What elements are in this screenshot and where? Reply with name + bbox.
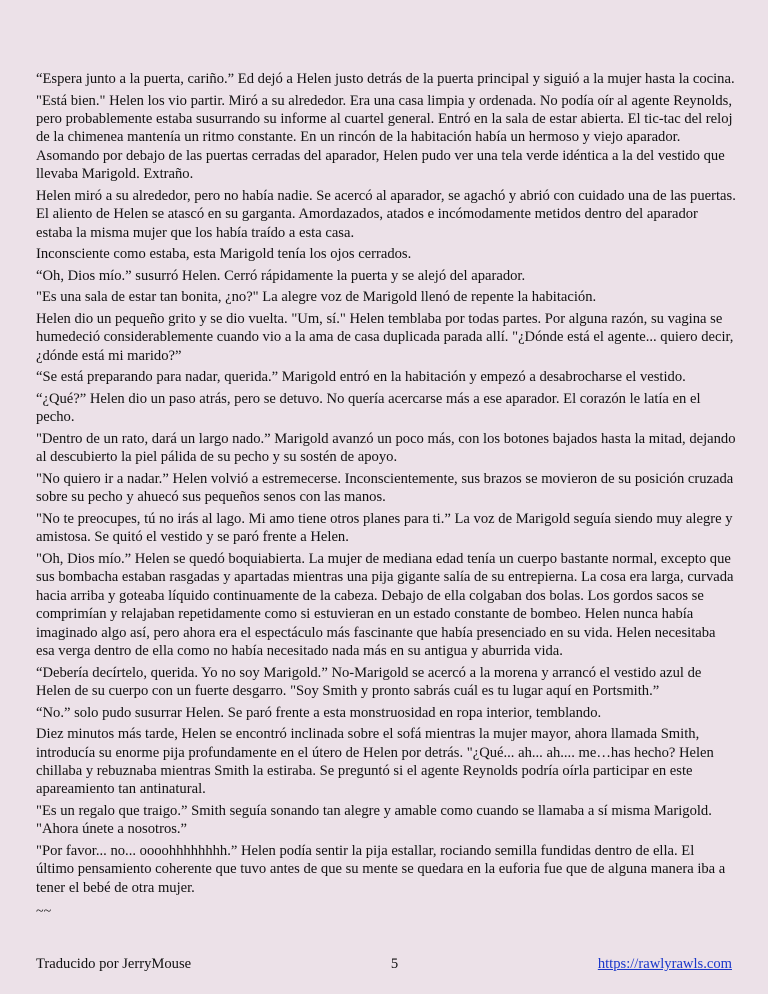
paragraph: "Es un regalo que traigo.” Smith seguía sonando tan alegre y amable como cuando se llamaba a sí misma Marigold. "Ahora únete a nosotros.”	[36, 803, 712, 838]
website-link[interactable]: https://rawlyrawls.com	[597, 956, 732, 972]
paragraph: “Debería decírtelo, querida. Yo no soy Marigold.” No-Marigold se acercó a la morena y arrancó el vestido azul de Helen de su cuerpo con un fuerte desgarro. "Soy Smith y pronto sabrás cuál es tu lugar aquí en Portsmith.”	[36, 664, 702, 700]
paragraph: "Oh, Dios mío.” Helen se quedó boquiabierta. La mujer de mediana edad tenía un cuerpo bastante normal, excepto que sus bombacha estaban rasgadas y apartadas mientras una pija gigante salía de su entrepierna. La cosa era larga, curvada hacia arriba y goteaba líquido continuamente de la cabeza. Debajo de ella colgaban dos bolas. Los gordos sacos se comprimían y relajaban repetidamente como si estuvieran en un estado constante de bombeo. Helen nunca había imaginado algo así, pero ahora era el espectáculo más fascinante que había presenciado en su vida. Helen necesitaba esa verga dentro de ella como no había necesitado nada más en su antigua y aburrida vida.	[36, 551, 734, 660]
paragraph: “¿Qué?” Helen dio un paso atrás, pero se detuvo. No quería acercarse más a ese aparador. El corazón le latía en el pecho.	[36, 391, 701, 426]
body-text	[36, 70, 736, 900]
paragraph: Helen miró a su alrededor, pero no había nadie. Se acercó al aparador, se agachó y abrió con cuidado una de las puertas. El aliento de Helen se atascó en su garganta. Amordazados, atados e incómodamente metidos dentro del aparador estaba la misma mujer que los había traído a esta casa.	[36, 187, 736, 241]
paragraph: “Se está preparando para nadar, querida.” Marigold entró en la habitación y empezó a desabrocharse el vestido.	[36, 369, 686, 386]
paragraph: "No te preocupes, tú no irás al lago. Mi amo tiene otros planes para ti.” La voz de Marigold seguía siendo muy alegre y amistosa. Se quitó el vestido y se paró frente a Helen.	[36, 511, 733, 546]
section-separator: ~~	[36, 904, 52, 919]
paragraph: Diez minutos más tarde, Helen se encontró inclinada sobre el sofá mientras la mujer mayor, ahora llamada Smith, introducía su enorme pija profundamente en el útero de Helen por detrás. "¿Qué... ah... ah.... me…has hecho? Helen chillaba y rebuznaba mientras Smith la estiraba. Se preguntó si el agente Reynolds podría oírla participar en este apareamiento tan antinatural.	[36, 726, 714, 798]
paragraph: "Dentro de un rato, dará un largo nado.” Marigold avanzó un poco más, con los botones bajados hasta la mitad, dejando al descubierto la piel pálida de su pecho y su sostén de apoyo.	[36, 431, 736, 466]
paragraph: "No quiero ir a nadar.” Helen volvió a estremecerse. Inconscientemente, sus brazos se movieron de su posición cruzada sobre su pecho y ahuecó sus pequeños senos con las manos.	[36, 471, 734, 506]
translator-credit: Traducido por JerryMouse	[36, 956, 192, 972]
paragraph: "Es una sala de estar tan bonita, ¿no?" La alegre voz de Marigold llenó de repente la habitación.	[36, 289, 597, 306]
paragraph: Helen dio un pequeño grito y se dio vuelta. "Um, sí." Helen temblaba por todas partes. Por alguna razón, su vagina se humedeció considerablemente cuando vio a la ama de casa duplicada parada allí. "¿Dónde está el agente... quiero decir, ¿dónde está mi marido?”	[36, 311, 734, 364]
page-footer	[36, 956, 732, 973]
paragraph: “Espera junto a la puerta, cariño.” Ed dejó a Helen justo detrás de la puerta principal y siguió a la mujer hasta la cocina.	[36, 71, 735, 87]
paragraph: Inconsciente como estaba, esta Marigold tenía los ojos cerrados.	[36, 246, 412, 263]
paragraph: “Oh, Dios mío.” susurró Helen. Cerró rápidamente la puerta y se alejó del aparador.	[36, 267, 526, 284]
page-number: 5	[390, 956, 399, 972]
paragraph: “No.” solo pudo susurrar Helen. Se paró frente a esta monstruosidad en ropa interior, temblando.	[36, 704, 602, 721]
paragraph: "Por favor... no... oooohhhhhhhh.” Helen podía sentir la pija estallar, rociando semilla fundidas dentro de ella. El último pensamiento coherente que tuvo antes de que su mente se quedara en la euforia fue que de alguna manera iba a tener el bebé de otra mujer.	[36, 843, 726, 896]
paragraph: "Está bien." Helen los vio partir. Miró a su alrededor. Era una casa limpia y ordenada. No podía oír al agente Reynolds, pero probablemente estaba susurrando su informe al cuartel general. Entró en la sala de estar abierta. El tic-tac del reloj de la chimenea mantenía un ritmo constante. En un rincón de la habitación había un hermoso y viejo aparador. Asomando por debajo de las puertas cerradas del aparador, Helen pudo ver una tela verde idéntica a la del vestido que llevaba Marigold. Extraño.	[36, 92, 733, 183]
